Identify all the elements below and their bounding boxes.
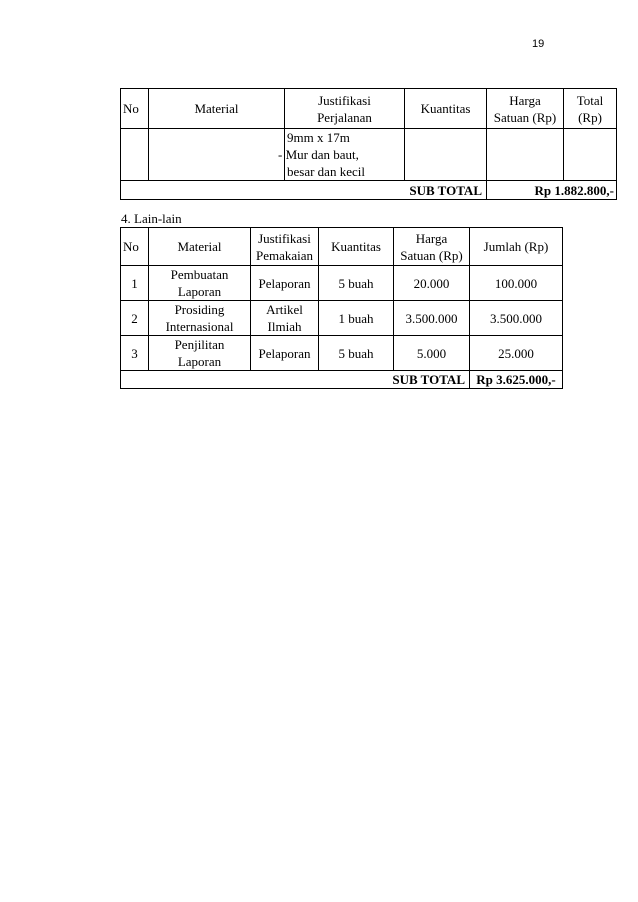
cell-justifikasi: Pelaporan xyxy=(251,336,319,371)
cell-jumlah: 25.000 xyxy=(470,336,563,371)
material-line2: Laporan xyxy=(177,354,222,369)
header-harga-line2: Satuan (Rp) xyxy=(493,109,557,125)
table-header-row xyxy=(121,228,563,266)
cell-material xyxy=(149,266,251,301)
cell-total xyxy=(564,129,617,181)
header-harga-line1: Harga xyxy=(509,92,541,108)
header-harga xyxy=(487,89,564,129)
header-justifikasi-line2: Perjalanan xyxy=(317,109,372,125)
header-material: Material xyxy=(149,89,285,129)
table-row xyxy=(121,301,563,336)
cell-jumlah: 3.500.000 xyxy=(470,301,563,336)
table-perjalanan xyxy=(120,88,617,200)
justif-line2: Ilmiah xyxy=(267,319,302,334)
header-justifikasi-line1: Justifikasi xyxy=(318,92,371,108)
header-total-line2: (Rp) xyxy=(578,109,602,125)
subtotal-label: SUB TOTAL xyxy=(121,371,470,389)
header-justifikasi-line1: Justifikasi xyxy=(258,230,311,246)
page-number: 19 xyxy=(532,38,545,50)
section-title: 4. Lain-lain xyxy=(121,211,182,226)
table-row xyxy=(121,336,563,371)
subtotal-label: SUB TOTAL xyxy=(121,181,487,200)
table-row xyxy=(121,266,563,301)
material-line2: Internasional xyxy=(165,319,234,334)
header-no: No xyxy=(121,89,149,129)
cell-kuantitas: 1 buah xyxy=(319,301,394,336)
header-harga xyxy=(394,228,470,266)
cell-jumlah: 100.000 xyxy=(470,266,563,301)
header-justifikasi xyxy=(285,89,405,129)
header-harga-line2: Satuan (Rp) xyxy=(400,247,463,263)
material-line1: Penjilitan xyxy=(174,337,225,352)
header-kuantitas: Kuantitas xyxy=(405,89,487,129)
header-total xyxy=(564,89,617,129)
justif-line1: 9mm x 17m xyxy=(287,130,350,145)
cell-justifikasi xyxy=(251,301,319,336)
table-lain-lain xyxy=(120,227,563,389)
material-line1: Pembuatan xyxy=(170,267,229,282)
header-material: Material xyxy=(149,228,251,266)
table-row xyxy=(121,129,617,181)
material-line2: Laporan xyxy=(177,284,222,299)
justif-line3: besar dan kecil xyxy=(287,164,365,179)
subtotal-row xyxy=(121,371,563,389)
header-jumlah: Jumlah (Rp) xyxy=(470,228,563,266)
justif-line1: Artikel xyxy=(266,302,303,317)
cell-material xyxy=(149,336,251,371)
header-kuantitas: Kuantitas xyxy=(319,228,394,266)
header-harga-line1: Harga xyxy=(415,230,448,246)
header-justifikasi-line2: Pemakaian xyxy=(255,247,314,263)
subtotal-row xyxy=(121,181,617,200)
cell-no: 2 xyxy=(121,301,149,336)
cell-no: 1 xyxy=(121,266,149,301)
subtotal-value: Rp 3.625.000,- xyxy=(470,371,563,389)
cell-harga xyxy=(487,129,564,181)
cell-kuantitas: 5 buah xyxy=(319,266,394,301)
header-no: No xyxy=(121,228,149,266)
header-justifikasi xyxy=(251,228,319,266)
cell-kuantitas xyxy=(405,129,487,181)
cell-material xyxy=(149,301,251,336)
cell-harga: 5.000 xyxy=(394,336,470,371)
cell-no xyxy=(121,129,149,181)
cell-no: 3 xyxy=(121,336,149,371)
table-header-row xyxy=(121,89,617,129)
header-total-line1: Total xyxy=(576,92,604,108)
cell-justifikasi: Pelaporan xyxy=(251,266,319,301)
justif-line2: - Mur dan baut, xyxy=(278,147,359,162)
material-line1: Prosiding xyxy=(174,302,225,317)
cell-harga: 3.500.000 xyxy=(394,301,470,336)
cell-kuantitas: 5 buah xyxy=(319,336,394,371)
cell-harga: 20.000 xyxy=(394,266,470,301)
cell-material xyxy=(149,129,285,181)
cell-justifikasi xyxy=(278,129,405,181)
subtotal-value: Rp 1.882.800,- xyxy=(487,181,617,200)
